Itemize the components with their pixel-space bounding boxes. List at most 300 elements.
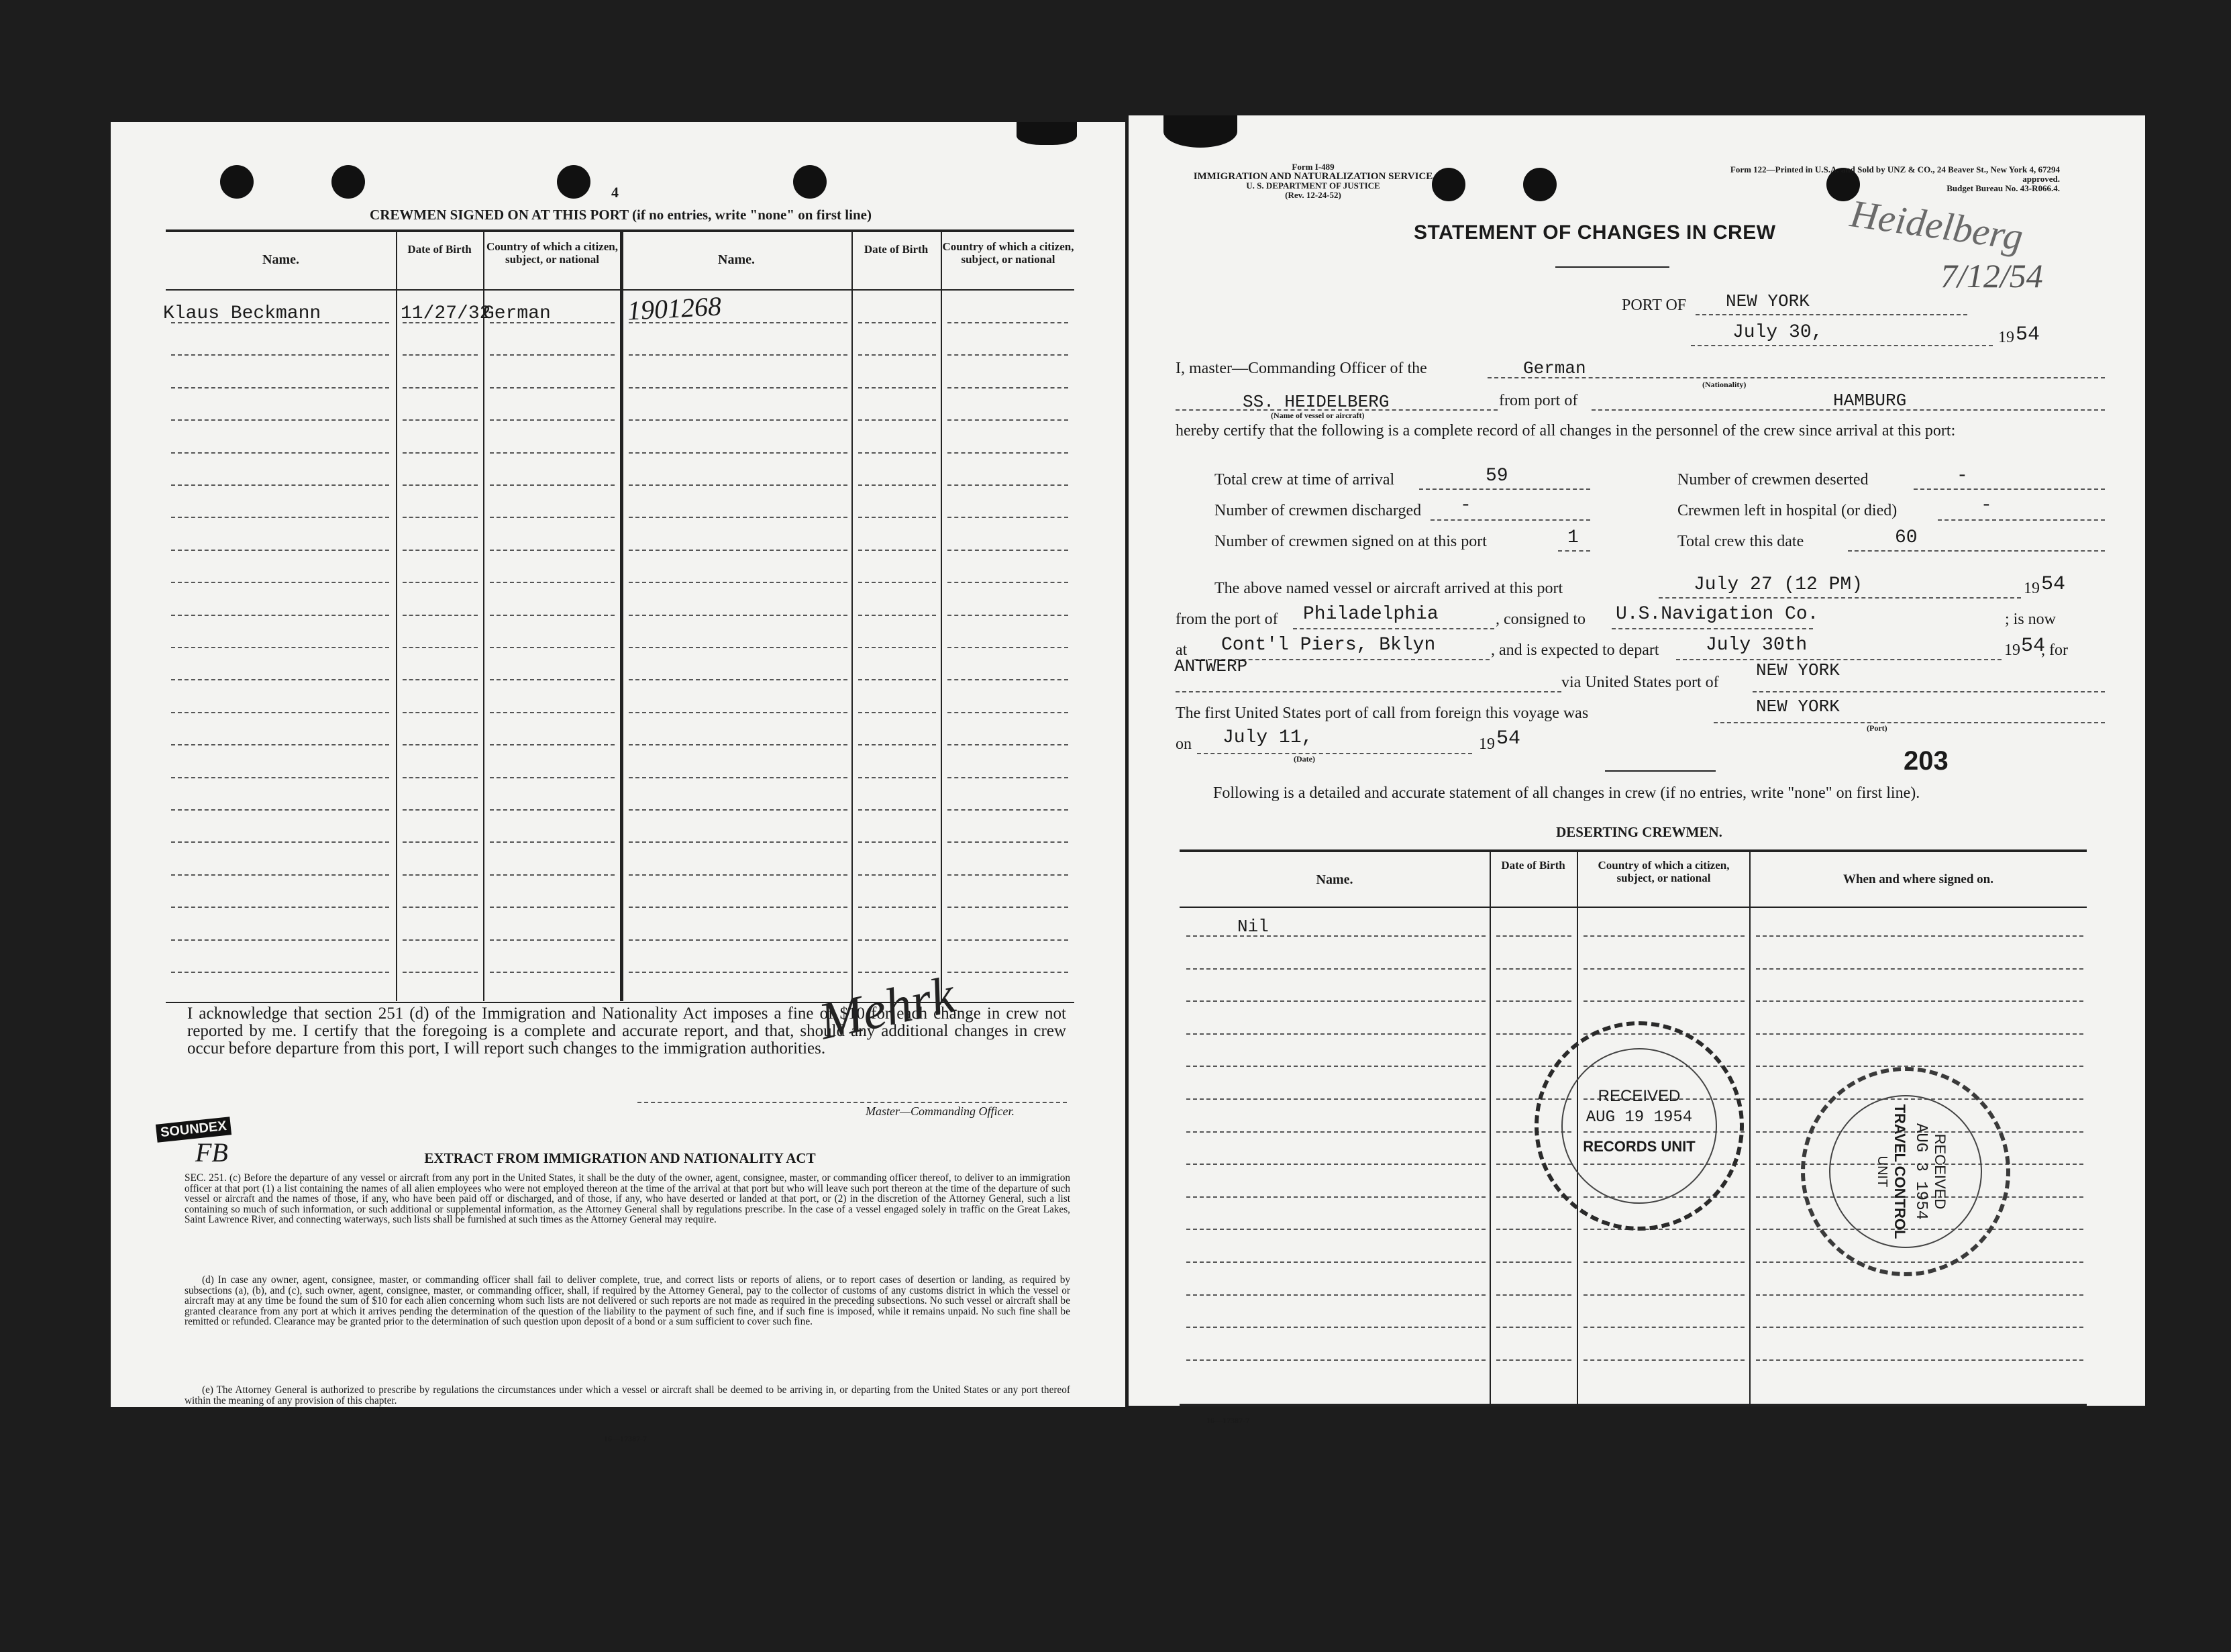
discharged-line bbox=[1431, 519, 1590, 521]
separator-rule bbox=[1605, 770, 1716, 772]
entry-line bbox=[947, 809, 1068, 811]
from-the-port-label: from the port of bbox=[1176, 611, 1278, 628]
entry-line bbox=[1496, 1229, 1571, 1230]
stamp-received-label: RECEIVED bbox=[1932, 1133, 1949, 1210]
entry-line bbox=[171, 484, 389, 486]
entry-line bbox=[171, 777, 389, 778]
entry-line bbox=[947, 517, 1068, 518]
on-label: on bbox=[1176, 735, 1192, 753]
entry-line bbox=[490, 809, 615, 811]
consigned-label: , consigned to bbox=[1496, 611, 1586, 628]
year-value: 54 bbox=[2016, 323, 2040, 346]
entry-line bbox=[858, 841, 936, 843]
deserted-label: Number of crewmen deserted bbox=[1677, 471, 1869, 488]
entry-line bbox=[629, 809, 847, 811]
port-value: NEW YORK bbox=[1726, 291, 1810, 311]
first-entry: Nil bbox=[1237, 917, 1269, 937]
entry-line bbox=[403, 972, 478, 973]
stamp-travel-control: TRAVEL CONTROL bbox=[1891, 1104, 1908, 1239]
certify-text: hereby certify that the following is a complete record of all changes in the personnel of the crew since arrival at this port: bbox=[1176, 422, 1956, 440]
entry-line bbox=[1584, 968, 1745, 970]
entry-line bbox=[1496, 935, 1571, 937]
stamp-date: AUG 19 1954 bbox=[1586, 1108, 1693, 1127]
entry-line bbox=[947, 354, 1068, 356]
total-crew-label: Total crew at time of arrival bbox=[1214, 471, 1395, 488]
punch-hole bbox=[557, 165, 590, 199]
entry-line bbox=[171, 452, 389, 454]
col-header-dob-2: Date of Birth bbox=[864, 243, 929, 256]
year-prefix: 19 bbox=[1998, 329, 2014, 346]
destination-line bbox=[1176, 691, 1561, 692]
entry-line bbox=[947, 972, 1068, 973]
master-label: I, master—Commanding Officer of the bbox=[1176, 360, 1427, 377]
section-c-text: SEC. 251. (c) Before the departure of any vessel or aircraft from any port in the United States, it shall be the duty of the owner, agent, consignee, master, or commanding officer thereof, to deliver to an immigration officer at that port (1) a list containing the names of all alien employees who were not employed thereon at the time of the arrival at that port but who will leave such port thereon at the time of the departure of such vessel or aircraft and the names of those, if any, who have been paid off or discharged, and of those, if any, who have deserted or landed at that port, or (2) in the discretion of the Attorney General, such a list containing so much of such information, or such additional or supplemental information, as the Attorney General shall by regulations prescribe. In the case of a vessel engaged solely in traffic on the Great Lakes, Saint Lawrence River, and connecting waterways, such lists shall be furnished at such times as the Attorney General may require. bbox=[185, 1172, 1070, 1225]
entry-line bbox=[858, 322, 936, 323]
entry-line bbox=[858, 777, 936, 778]
section-e-text: (e) The Attorney General is authorized to prescribe by regulations the circumstances under which a vessel or aircraft shall be deemed to be arriving in, or departing from the United States or any port thereof within the meaning of any provision of this chapter. bbox=[185, 1384, 1070, 1406]
entry-line bbox=[490, 712, 615, 713]
entry-line bbox=[858, 907, 936, 908]
received-stamp-records bbox=[1535, 1021, 1744, 1231]
entry-line bbox=[858, 939, 936, 941]
entry-line bbox=[490, 517, 615, 518]
left-page bbox=[111, 122, 1125, 1443]
entry-line bbox=[403, 809, 478, 811]
entry-line bbox=[490, 679, 615, 680]
port-label: PORT OF bbox=[1622, 297, 1687, 314]
entry-line bbox=[1186, 1294, 1486, 1296]
entry-line bbox=[947, 387, 1068, 389]
entry-line bbox=[171, 647, 389, 648]
consigned-line bbox=[1612, 628, 1813, 629]
col-header-dob: Date of Birth bbox=[1501, 859, 1565, 872]
entry-line bbox=[1186, 1131, 1486, 1133]
entry-line bbox=[629, 484, 847, 486]
entry-line bbox=[403, 874, 478, 876]
col-header-country: Country of which a citizen, subject, or national bbox=[1598, 859, 1730, 884]
punch-hole bbox=[1523, 168, 1557, 201]
entry-line bbox=[1496, 1000, 1571, 1002]
depart-label: , and is expected to depart bbox=[1491, 641, 1659, 659]
entry-line bbox=[629, 777, 847, 778]
deserting-heading: DESERTING CREWMEN. bbox=[1556, 824, 1722, 840]
section-heading: CREWMEN SIGNED ON AT THIS PORT (if no entries, write "none" on first line) bbox=[370, 207, 872, 223]
entry-line bbox=[403, 517, 478, 518]
col-header-country-2: Country of which a citizen, subject, or national bbox=[942, 240, 1074, 266]
entry-line bbox=[171, 744, 389, 745]
stamp-unit: UNIT bbox=[1875, 1155, 1889, 1188]
stamp-date: AUG 3 1954 bbox=[1912, 1123, 1930, 1221]
entry-line bbox=[171, 907, 389, 908]
on-line bbox=[1197, 753, 1472, 754]
entry-line bbox=[858, 484, 936, 486]
entry-line bbox=[1186, 935, 1486, 937]
entry-line bbox=[403, 615, 478, 616]
entry-line bbox=[1186, 1261, 1486, 1263]
entry-line bbox=[629, 874, 847, 876]
form-number: Form I-489 bbox=[1292, 162, 1335, 172]
col-header-name-2: Name. bbox=[718, 252, 755, 267]
column-divider bbox=[620, 229, 623, 1001]
page-number: 4 bbox=[611, 184, 619, 201]
form-revision: (Rev. 12-24-52) bbox=[1285, 190, 1341, 200]
entry-line bbox=[171, 550, 389, 551]
entry-line bbox=[629, 615, 847, 616]
extract-title: EXTRACT FROM IMMIGRATION AND NATIONALITY ACT bbox=[424, 1150, 816, 1166]
entry-line bbox=[947, 615, 1068, 616]
entry-line bbox=[629, 712, 847, 713]
entry-line bbox=[629, 582, 847, 583]
entry-line bbox=[1496, 1261, 1571, 1263]
entry-line bbox=[490, 841, 615, 843]
entry-line bbox=[947, 582, 1068, 583]
entry-line bbox=[629, 354, 847, 356]
entry-line bbox=[858, 679, 936, 680]
entry-line bbox=[629, 744, 847, 745]
entry-line bbox=[171, 582, 389, 583]
entry-line bbox=[947, 939, 1068, 941]
footer-code: 16—17387-7 bbox=[604, 1434, 647, 1443]
entry-line bbox=[629, 452, 847, 454]
signed-on-line bbox=[1558, 550, 1590, 552]
entry-line bbox=[403, 387, 478, 389]
entry-line bbox=[629, 550, 847, 551]
entry-line bbox=[1584, 1261, 1745, 1263]
total-crew-value: 59 bbox=[1486, 466, 1508, 486]
entry-line bbox=[490, 550, 615, 551]
entry-line bbox=[1584, 1229, 1745, 1230]
entry-line bbox=[858, 387, 936, 389]
entry-line bbox=[1186, 1327, 1486, 1328]
form-title: STATEMENT OF CHANGES IN CREW bbox=[1414, 221, 1776, 244]
entry-line bbox=[1496, 1327, 1571, 1328]
punch-hole bbox=[220, 165, 254, 199]
entry-line bbox=[1584, 1000, 1745, 1002]
handwritten-date-note: 7/12/54 bbox=[1940, 257, 2043, 295]
date-line bbox=[1691, 345, 1993, 346]
entry-line bbox=[403, 354, 478, 356]
torn-edge bbox=[1163, 115, 1237, 148]
entry-line bbox=[629, 517, 847, 518]
entry-line bbox=[1186, 968, 1486, 970]
port-caption: (Port) bbox=[1867, 723, 1887, 733]
master-signature: Mehrk bbox=[814, 964, 960, 1051]
signed-on-value: 1 bbox=[1567, 527, 1579, 548]
entry-line bbox=[1496, 1196, 1571, 1198]
entry-line bbox=[947, 419, 1068, 421]
stamp-received-label: RECEIVED bbox=[1598, 1087, 1681, 1105]
printer-line bbox=[1577, 165, 2060, 193]
entry-line bbox=[858, 354, 936, 356]
arrived-year-prefix: 19 bbox=[2024, 580, 2040, 597]
column-divider bbox=[1749, 849, 1751, 1404]
entry-line bbox=[1756, 1327, 2083, 1328]
signed-on-label: Number of crewmen signed on at this port bbox=[1214, 533, 1487, 550]
entry-line bbox=[858, 582, 936, 583]
title-underline bbox=[1555, 266, 1669, 268]
entry-line bbox=[490, 419, 615, 421]
entry-line bbox=[1496, 968, 1571, 970]
nationality-value: German bbox=[1523, 358, 1586, 378]
from-the-port-line bbox=[1293, 628, 1494, 629]
entry-line bbox=[629, 679, 847, 680]
entry-line bbox=[490, 354, 615, 356]
entry-line bbox=[1186, 1098, 1486, 1100]
col-header-when-where: When and where signed on. bbox=[1843, 872, 1993, 886]
entry-line bbox=[629, 387, 847, 389]
handwritten-ship-note: Heidelberg bbox=[1847, 191, 2026, 259]
entry-line bbox=[629, 939, 847, 941]
entry-line bbox=[403, 939, 478, 941]
entry-line bbox=[403, 744, 478, 745]
entry-line bbox=[858, 452, 936, 454]
date-caption: (Date) bbox=[1294, 754, 1315, 764]
first-port-label: The first United States port of call from foreign this voyage was bbox=[1176, 705, 1589, 722]
entry-line bbox=[1496, 1033, 1571, 1035]
entry-line bbox=[171, 517, 389, 518]
agency-name: IMMIGRATION AND NATURALIZATION SERVICE bbox=[1193, 171, 1433, 182]
total-date-line bbox=[1848, 550, 2105, 552]
entry-line bbox=[629, 841, 847, 843]
entry-line bbox=[171, 354, 389, 356]
is-now-label: ; is now bbox=[2005, 611, 2057, 628]
right-page bbox=[1129, 115, 2145, 1425]
entry-line bbox=[171, 679, 389, 680]
at-value: Cont'l Piers, Bklyn bbox=[1221, 635, 1436, 656]
entry-line bbox=[1756, 1066, 2083, 1067]
vessel-caption: (Name of vessel or aircraft) bbox=[1271, 411, 1365, 420]
for-label: , for bbox=[2041, 641, 2068, 659]
entry-line bbox=[858, 874, 936, 876]
entry-line bbox=[947, 484, 1068, 486]
table-top-rule bbox=[1180, 849, 2087, 852]
col-header-name: Name. bbox=[262, 252, 299, 267]
entry-line bbox=[490, 452, 615, 454]
entry-line bbox=[947, 841, 1068, 843]
vessel-value: SS. HEIDELBERG bbox=[1243, 392, 1390, 412]
depart-year-prefix: 19 bbox=[2004, 641, 2020, 659]
entry-line bbox=[171, 615, 389, 616]
crewman-dob: 11/27/32 bbox=[401, 303, 491, 324]
entry-line bbox=[171, 841, 389, 843]
arrived-year-value: 54 bbox=[2041, 573, 2066, 596]
total-date-label: Total crew this date bbox=[1677, 533, 1804, 550]
entry-line bbox=[629, 972, 847, 973]
via-value: NEW YORK bbox=[1756, 660, 1840, 680]
entry-line bbox=[171, 972, 389, 973]
entry-line bbox=[947, 744, 1068, 745]
entry-line bbox=[858, 419, 936, 421]
nationality-caption: (Nationality) bbox=[1702, 380, 1747, 389]
entry-line bbox=[1756, 1000, 2083, 1002]
entry-line bbox=[629, 419, 847, 421]
hospital-value: - bbox=[1981, 495, 1992, 516]
entry-line bbox=[403, 582, 478, 583]
deserted-line bbox=[1914, 488, 2105, 490]
file-number: 203 bbox=[1904, 746, 1949, 776]
discharged-label: Number of crewmen discharged bbox=[1214, 502, 1422, 519]
arrived-label: The above named vessel or aircraft arrived at this port bbox=[1214, 580, 1563, 597]
form-header bbox=[1172, 162, 1454, 200]
at-label: at bbox=[1176, 641, 1188, 659]
entry-line bbox=[490, 647, 615, 648]
entry-line bbox=[858, 647, 936, 648]
entry-line bbox=[490, 387, 615, 389]
entry-line bbox=[403, 712, 478, 713]
entry-line bbox=[947, 550, 1068, 551]
deserted-value: - bbox=[1957, 466, 1968, 486]
from-port-label: from port of bbox=[1499, 392, 1578, 409]
from-the-port-value: Philadelphia bbox=[1303, 604, 1439, 625]
entry-line bbox=[1756, 1359, 2083, 1361]
entry-line bbox=[490, 777, 615, 778]
arrived-line bbox=[1659, 597, 2021, 599]
entry-line bbox=[947, 647, 1068, 648]
acknowledgement-text: I acknowledge that section 251 (d) of the Immigration and Nationality Act imposes a fine of $10 for each change in crew not reported by me. I certify that the foregoing is a complete and accurate report, and that, should any additional changes in crew occur before departure from this port, I will report such changes to the immigration authorities. bbox=[187, 1004, 1066, 1057]
approval-note: approved. bbox=[2022, 174, 2060, 184]
entry-line bbox=[947, 452, 1068, 454]
entry-line bbox=[403, 647, 478, 648]
entry-line bbox=[1584, 1359, 1745, 1361]
col-header-dob: Date of Birth bbox=[407, 243, 472, 256]
stamp-records-unit: RECORDS UNIT bbox=[1583, 1138, 1696, 1155]
entry-line bbox=[171, 712, 389, 713]
column-divider bbox=[1490, 849, 1491, 1404]
crewman-name: Klaus Beckmann bbox=[163, 303, 321, 324]
entry-line bbox=[1186, 1066, 1486, 1067]
entry-line bbox=[490, 972, 615, 973]
footer-code: 16—17387-7 bbox=[1206, 1416, 1249, 1425]
discharged-value: - bbox=[1460, 495, 1471, 516]
entry-line bbox=[858, 712, 936, 713]
entry-line bbox=[947, 907, 1068, 908]
entry-line bbox=[1756, 1294, 2083, 1296]
entry-line bbox=[171, 809, 389, 811]
entry-line bbox=[858, 744, 936, 745]
entry-line bbox=[947, 322, 1068, 323]
entry-line bbox=[1186, 1229, 1486, 1230]
on-year-prefix: 19 bbox=[1479, 735, 1495, 753]
depart-year-value: 54 bbox=[2021, 635, 2046, 658]
entry-line bbox=[490, 907, 615, 908]
entry-line bbox=[629, 647, 847, 648]
date-value: July 30, bbox=[1732, 322, 1823, 343]
entry-line bbox=[858, 517, 936, 518]
entry-line bbox=[1756, 935, 2083, 937]
column-divider bbox=[851, 229, 853, 1001]
hospital-label: Crewmen left in hospital (or died) bbox=[1677, 502, 1898, 519]
entry-line bbox=[403, 777, 478, 778]
entry-line bbox=[403, 419, 478, 421]
entry-line bbox=[403, 907, 478, 908]
following-text: Following is a detailed and accurate statement of all changes in crew (if no entries, write "none" on first line). bbox=[1213, 784, 1920, 802]
entry-line bbox=[947, 874, 1068, 876]
entry-line bbox=[403, 841, 478, 843]
on-year-value: 54 bbox=[1496, 727, 1521, 750]
column-divider bbox=[396, 229, 397, 1001]
entry-line bbox=[858, 550, 936, 551]
entry-line bbox=[403, 679, 478, 680]
entry-line bbox=[1756, 1033, 2083, 1035]
port-line bbox=[1696, 314, 1967, 315]
entry-line bbox=[490, 744, 615, 745]
from-port-value: HAMBURG bbox=[1833, 391, 1907, 411]
entry-line bbox=[858, 615, 936, 616]
department-name: U. S. DEPARTMENT OF JUSTICE bbox=[1246, 180, 1380, 191]
entry-line bbox=[858, 809, 936, 811]
entry-line bbox=[171, 419, 389, 421]
entry-line bbox=[171, 939, 389, 941]
destination-value: ANTWERP bbox=[1174, 656, 1248, 676]
section-d-text: (d) In case any owner, agent, consignee, master, or commanding officer shall fail to deliver complete, true, and correct lists or reports of aliens, or to report cases of desertion or landing, as required by subsections (a), (b), and (c), such owner, agent, consignee, master, or commanding officer, shall, if required by the Attorney General, pay to the collector of customs of any customs district in which the vessel or aircraft may at any time be found the sum of $10 for each alien concerning whom such lists are not delivered or such reports are not made as required in the preceding subsections. No such vessel or aircraft shall be granted clearance from any port at which it arrives pending the determination of the question of the liability to the payment of such fine, and if such fine is imposed, while it remains unpaid. No such fine shall be remitted or refunded. Clearance may be granted prior to the determination of such question upon deposit of a bond or a sum sufficient to cover such fine. bbox=[185, 1274, 1070, 1327]
table-bottom-rule bbox=[1180, 1404, 2087, 1406]
signature-line bbox=[637, 1102, 1067, 1103]
punch-hole bbox=[331, 165, 365, 199]
via-line bbox=[1753, 691, 2105, 692]
column-divider bbox=[941, 229, 942, 1001]
total-crew-line bbox=[1419, 488, 1590, 490]
first-port-line bbox=[1714, 722, 2105, 723]
col-header-country: Country of which a citizen, subject, or national bbox=[486, 240, 618, 266]
consigned-value: U.S.Navigation Co. bbox=[1616, 604, 1819, 625]
on-value: July 11, bbox=[1223, 727, 1313, 748]
arrived-value: July 27 (12 PM) bbox=[1694, 574, 1863, 595]
entry-line bbox=[1496, 1359, 1571, 1361]
budget-bureau-number: Budget Bureau No. 43-R066.4. bbox=[1947, 183, 2060, 193]
hospital-line bbox=[1938, 519, 2105, 521]
soundex-stamp: SOUNDEX bbox=[156, 1117, 231, 1142]
entry-line bbox=[403, 484, 478, 486]
entry-line bbox=[1756, 968, 2083, 970]
entry-line bbox=[1186, 1359, 1486, 1361]
column-divider bbox=[483, 229, 484, 1001]
entry-line bbox=[947, 712, 1068, 713]
entry-line bbox=[947, 679, 1068, 680]
printer-info: Form 122—Printed in U.S.A. and Sold by UNZ & CO., 24 Beaver St., New York 4, 67294 bbox=[1730, 164, 2060, 174]
entry-line bbox=[629, 907, 847, 908]
entry-line bbox=[171, 387, 389, 389]
via-label: via United States port of bbox=[1561, 674, 1719, 691]
entry-line bbox=[490, 874, 615, 876]
entry-line bbox=[1186, 1164, 1486, 1165]
initials: FB bbox=[195, 1137, 228, 1168]
depart-value: July 30th bbox=[1706, 635, 1808, 656]
entry-line bbox=[490, 615, 615, 616]
entry-line bbox=[1186, 1000, 1486, 1002]
entry-line bbox=[171, 874, 389, 876]
total-date-value: 60 bbox=[1895, 527, 1918, 548]
entry-line bbox=[403, 452, 478, 454]
entry-line bbox=[490, 582, 615, 583]
entry-line bbox=[1584, 1294, 1745, 1296]
crewman-country: German bbox=[483, 303, 551, 324]
entry-line bbox=[1584, 1327, 1745, 1328]
table-header-rule bbox=[1180, 907, 2087, 908]
entry-line bbox=[1186, 1033, 1486, 1035]
entry-line bbox=[490, 939, 615, 941]
signature-caption: Master—Commanding Officer. bbox=[866, 1104, 1015, 1118]
col-header-name: Name. bbox=[1316, 872, 1353, 887]
entry-line bbox=[1186, 1196, 1486, 1198]
punch-hole bbox=[793, 165, 827, 199]
entry-line bbox=[947, 777, 1068, 778]
entry-line bbox=[403, 550, 478, 551]
entry-line bbox=[490, 484, 615, 486]
received-stamp-travel-control bbox=[1801, 1067, 2010, 1276]
entry-line bbox=[1584, 935, 1745, 937]
entry-line bbox=[1496, 1294, 1571, 1296]
torn-edge bbox=[1017, 122, 1077, 145]
